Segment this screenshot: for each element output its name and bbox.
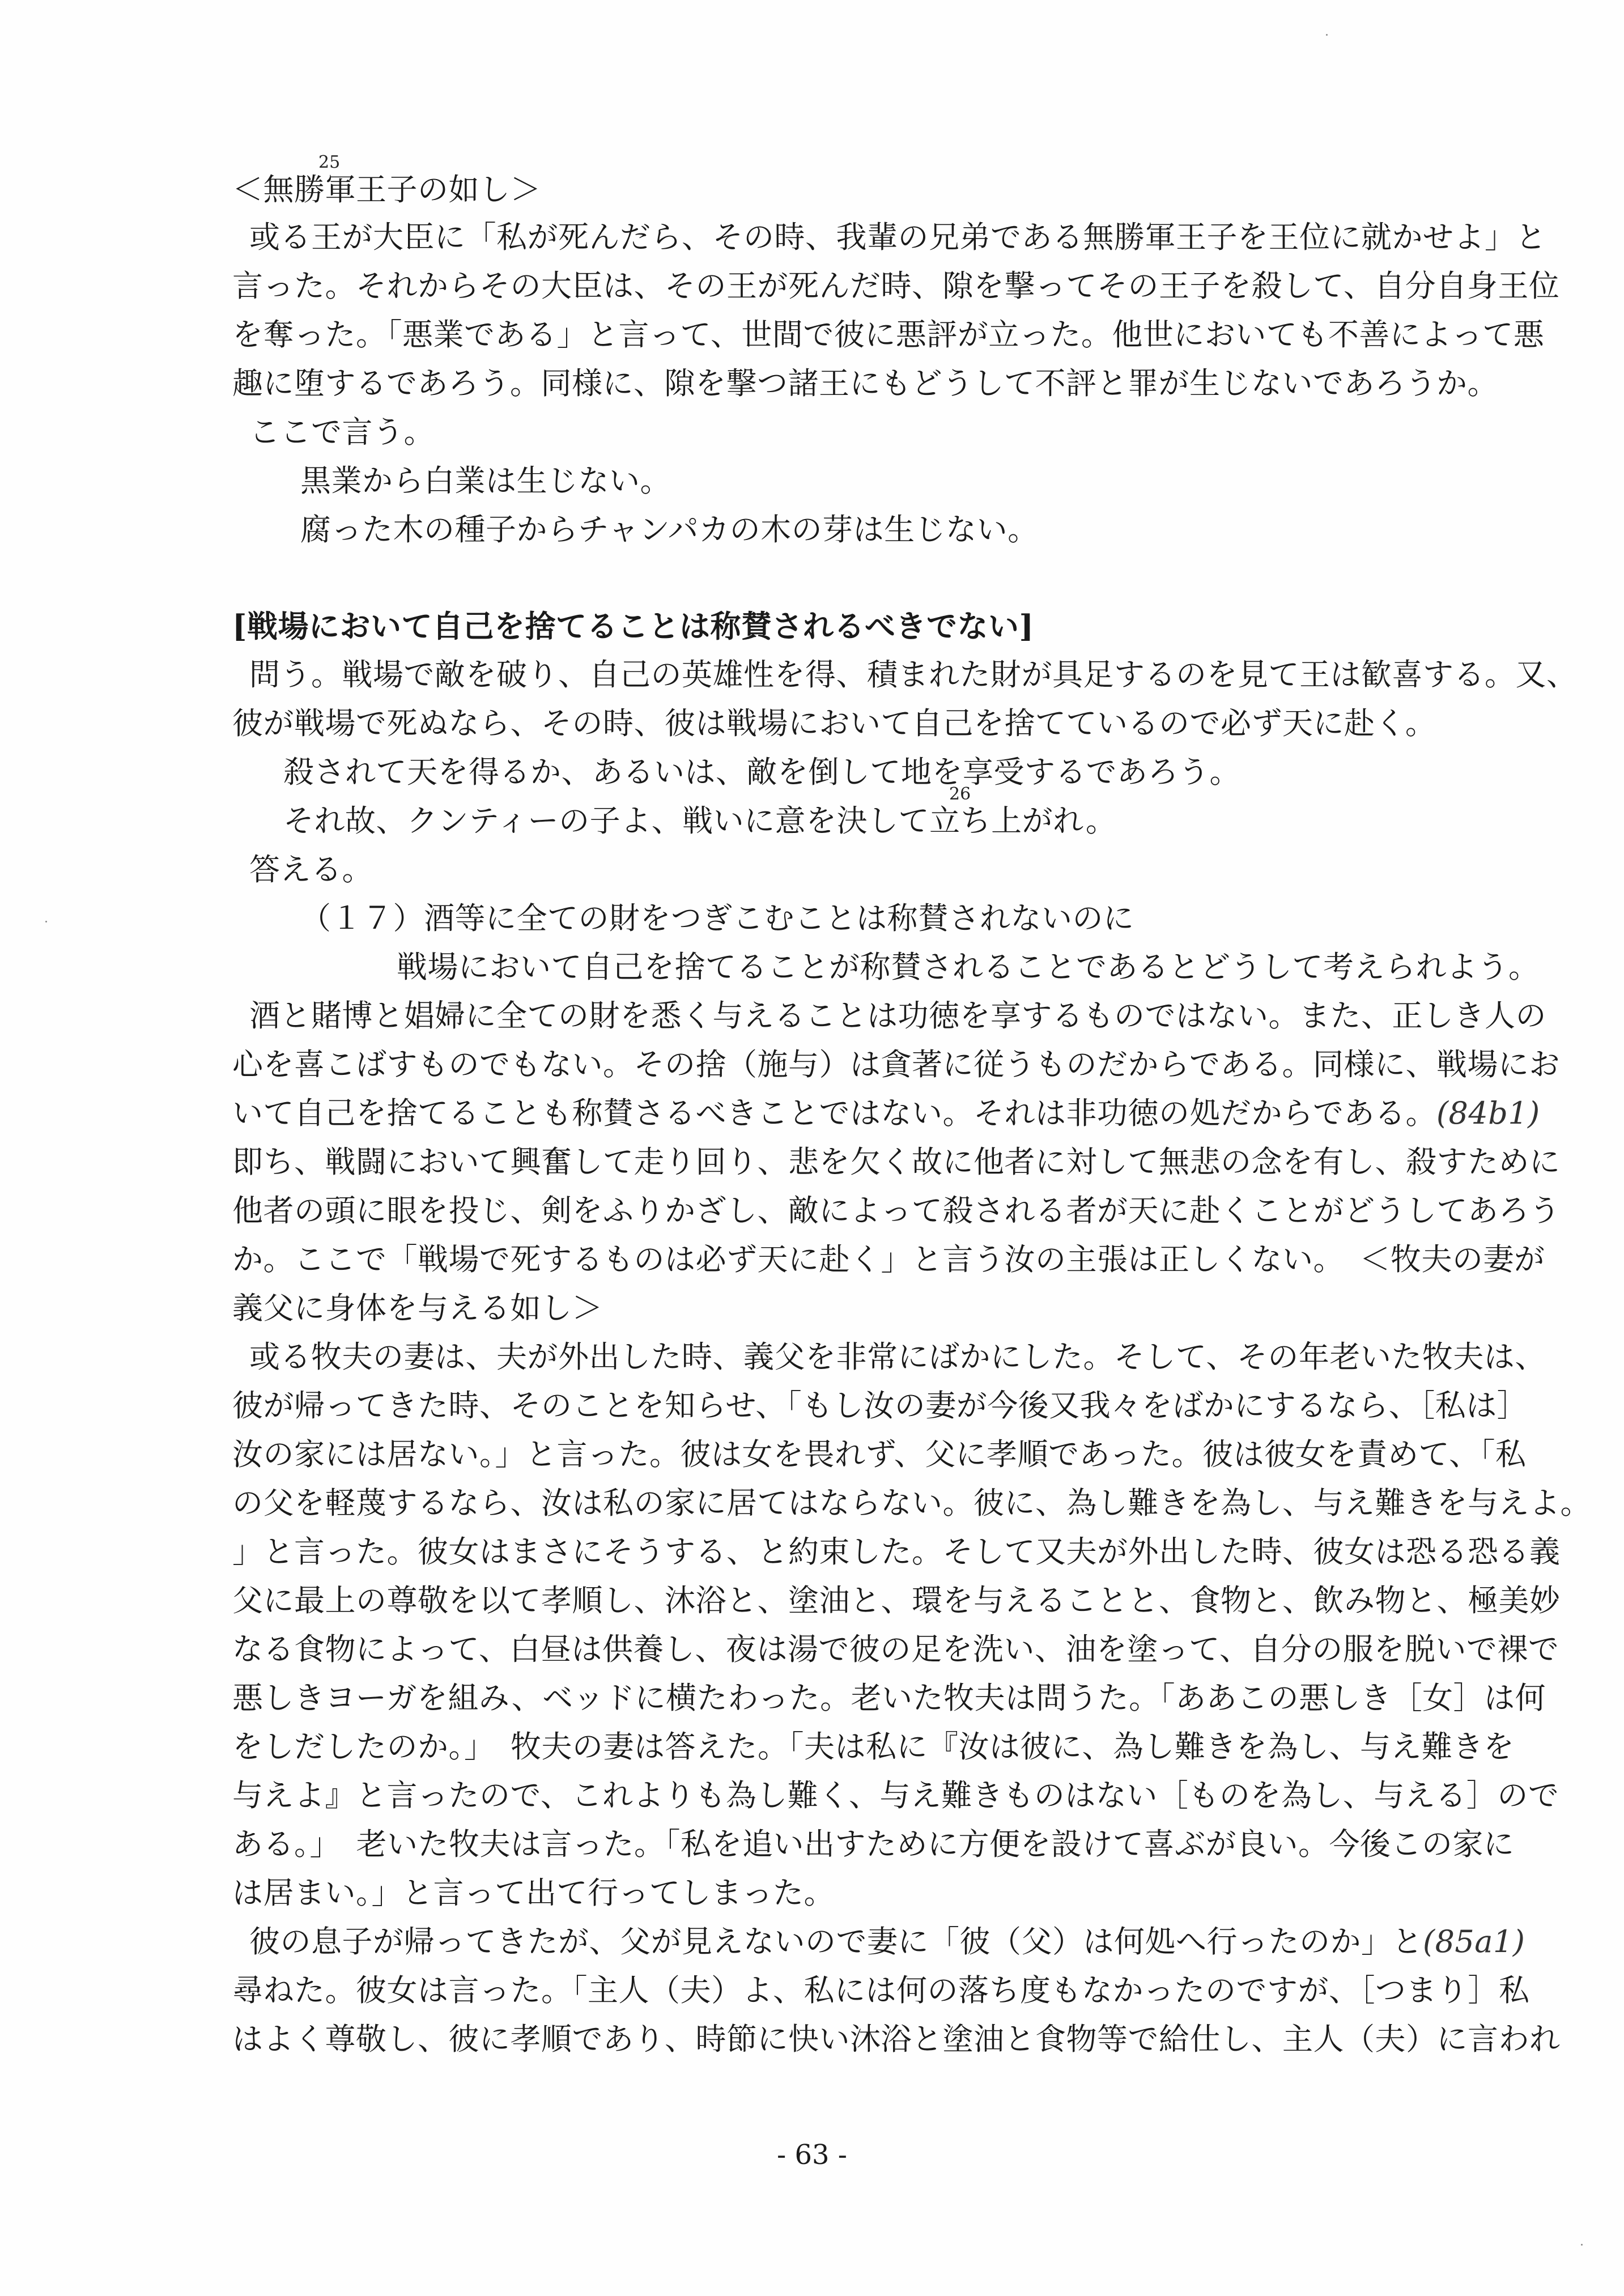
text-line: を奪った。「悪業である」と言って、世間で彼に悪評が立った。他世においても不善によって悪 [232,317,1545,352]
text-line [232,1094,1540,1133]
scan-speck [45,921,47,922]
verse-line: 戦場において自己を捨てることが称賛されることであるとどうして考えられよう。 [397,949,1540,985]
footnote-marker-26: 26 [949,784,971,804]
story-title-prince: ＜無勝軍王子の如し＞ [232,172,541,207]
text-line: 或る牧夫の妻は、夫が外出した時、義父を非常にばかにした。そして、その年老いた牧夫は、 [249,1339,1546,1375]
section-heading: [戦場において自己を捨てることは称賛されるべきでない] [232,608,1034,644]
verse-line: （１７）酒等に全ての財をつぎこむことは称賛されないのに [300,900,1134,936]
text-line: をしだしたのか。」 牧夫の妻は答えた。「夫は私に『汝は彼に、為し難きを為し、与え難きを [232,1729,1515,1764]
text-line: 答える。 [249,852,373,887]
text-line: 尋ねた。彼女は言った。「主人（夫）よ、私には何の落ち度もなかったのですが、［つまり］私 [232,1972,1530,2008]
verse-line: 黒業から白業は生じない。 [300,463,671,499]
verse-line: 殺されて天を得るか、あるいは、敵を倒して地を享受するであろう。 [283,754,1240,790]
text-line: 義父に身体を与える如し＞ [232,1290,603,1326]
page-number: - 63 - [776,2139,848,2171]
scan-speck [1581,2244,1583,2246]
text-line [249,1922,1525,1962]
verse-line: 腐った木の種子からチャンパカの木の芽は生じない。 [300,512,1039,547]
text-line-content: いて自己を捨てることも称賛さるべきことではない。それは非功徳の処だからである。 [232,1095,1436,1131]
text-line: 心を喜こばすものでもない。その捨（施与）は貪著に従うものだからである。同様に、戦場にお [232,1047,1560,1082]
text-line: 汝の家には居ない。」と言った。彼は女を畏れず、父に孝順であった。彼は彼女を責めて、「私 [232,1436,1527,1472]
footnote-marker-25: 25 [318,152,341,172]
text-line: 問う。戦場で敵を破り、自己の英雄性を得、積まれた財が具足するのを見て王は歓喜する。又、 [249,657,1578,692]
text-line: 或る王が大臣に「私が死んだら、その時、我輩の兄弟である無勝軍王子を王位に就かせよ」と [249,219,1546,255]
text-line: ある。」 老いた牧夫は言った。「私を追い出すために方便を設けて喜ぶが良い。今後この家に [232,1826,1515,1862]
text-line: 父に最上の尊敬を以て孝順し、沐浴と、塗油と、環を与えることと、食物と、飲み物と、極美妙 [232,1583,1561,1618]
text-line: の父を軽蔑するなら、汝は私の家に居てはならない。彼に、為し難きを為し、与え難きを与えよ。 [232,1485,1591,1521]
text-line: はよく尊敬し、彼に孝順であり、時節に快い沐浴と塗油と食物等で給仕し、主人（夫）に言われ [232,2021,1561,2057]
text-line-content: 彼の息子が帰ってきたが、父が見えないので妻に「彼（父）は何処へ行ったのか」と [249,1924,1423,1959]
text-line: 彼が戦場で死ぬなら、その時、彼は戦場において自己を捨てているので必ず天に赴く。 [232,705,1436,741]
text-line: 悪しきヨーガを組み、ベッドに横たわった。老いた牧夫は問うた。「ああこの悪しき［女］は何 [232,1680,1546,1716]
text-line: なる食物によって、白昼は供養し、夜は湯で彼の足を洗い、油を塗って、自分の服を脱いで裸で [232,1631,1559,1667]
text-line: 趣に堕するであろう。同様に、隙を撃つ諸王にもどうして不評と罪が生じないであろうか。 [232,365,1498,401]
page-reference: (84b1) [1436,1095,1540,1131]
text-line: 酒と賭博と娼婦に全ての財を悉く与えることは功徳を享するものではない。また、正しき人の [249,998,1546,1034]
text-line: 他者の頭に眼を投じ、剣をふりかざし、敵によって殺される者が天に赴くことがどうしてあろう [232,1193,1561,1228]
scan-speck [1326,34,1328,36]
text-line: 」と言った。彼女はまさにそうする、と約束した。そして又夫が外出した時、彼女は恐る恐る義 [232,1534,1561,1570]
page-reference: (85a1) [1423,1924,1525,1959]
text-line: ここで言う。 [249,414,435,450]
text-line: 言った。それからその大臣は、その王が死んだ時、隙を撃ってその王子を殺して、自分自身王位 [232,268,1560,304]
text-line: 即ち、戦闘において興奮して走り回り、悲を欠く故に他者に対して無悲の念を有し、殺すために [232,1144,1561,1180]
text-line: 彼が帰ってきた時、そのことを知らせ、「もし汝の妻が今後又我々をばかにするなら、［私は］ [232,1388,1528,1423]
text-line: か。ここで「戦場で死するものは必ず天に赴く」と言う汝の主張は正しくない。 ＜牧夫の妻が [232,1241,1545,1277]
text-line: は居まい。」と言って出て行ってしまった。 [232,1875,835,1911]
text-line: 与えよ』と言ったので、これよりも為し難く、与え難きものはない［ものを為し、与える］ので [232,1778,1559,1813]
verse-line: それ故、クンティーの子よ、戦いに意を決して立ち上がれ。 [283,803,1117,839]
